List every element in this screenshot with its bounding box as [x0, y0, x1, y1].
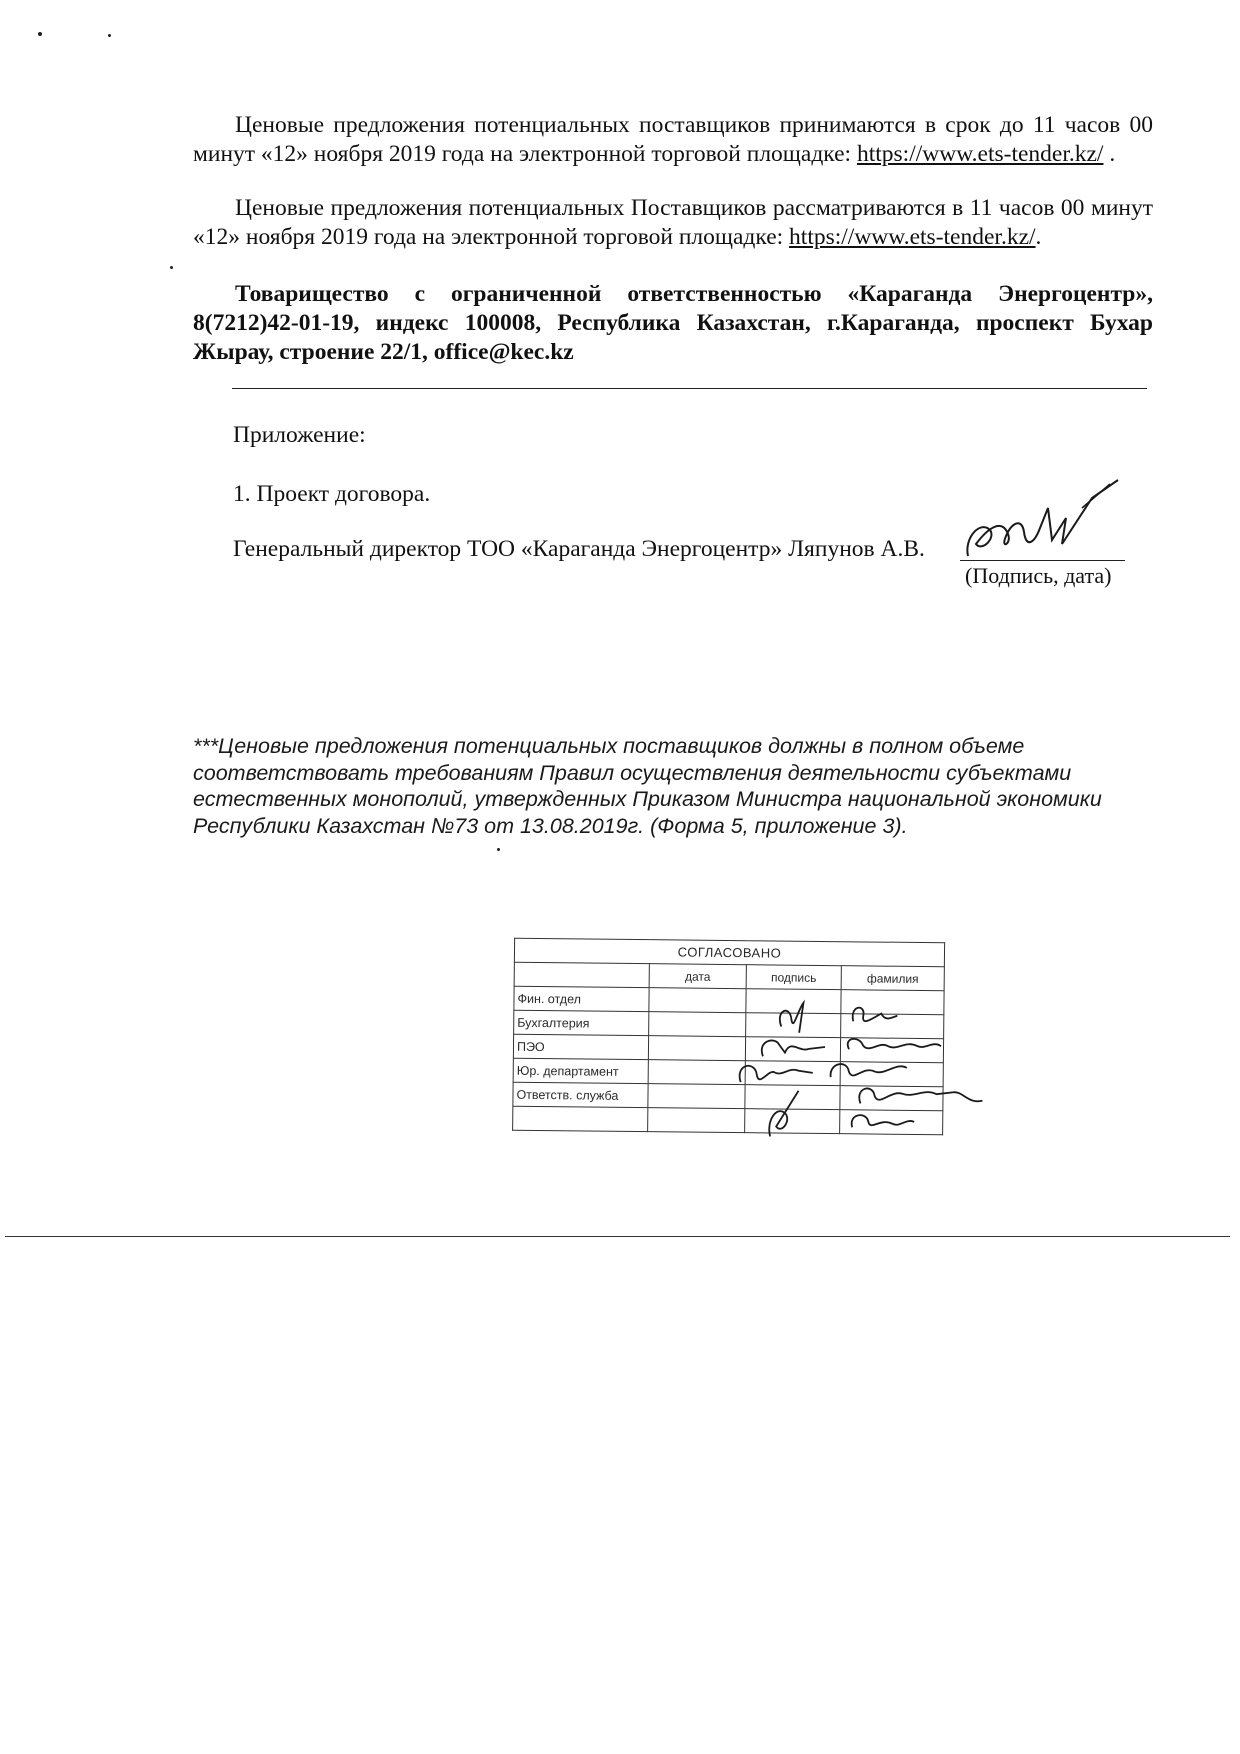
ets-tender-link[interactable]: https://www.ets-tender.kz/	[856, 141, 1104, 167]
signature-underline	[960, 560, 1125, 561]
scan-speck	[108, 34, 111, 37]
stamp-column-header: подпись	[746, 965, 841, 990]
appendix-item: 1. Проект договора.	[233, 481, 431, 507]
signature-caption: (Подпись, дата)	[965, 563, 1112, 588]
page-bottom-rule	[5, 1236, 1230, 1237]
approval-stamp	[512, 938, 944, 1157]
footnote-requirements: ***Ценовые предложения потенциальных поставщиков должны в полном объеме соответствовать требованиям Правил осуществления деятельности субъектами естественных монополий, утвержденных Приказом Министра национальной экономики Республики Казахстан №73 от 13.08.2019г. (Форма 5, приложение 3).	[193, 734, 1102, 838]
director-signature-line: Генеральный директор ТОО «Караганда Энергоцентр» Ляпунов А.В.	[233, 536, 925, 562]
stamp-row-label: Фин. отдел	[514, 986, 649, 1011]
stamp-row-label: Юр. департамент	[513, 1058, 648, 1083]
paragraph-review-time	[193, 194, 1153, 252]
signature-scribble	[962, 478, 1122, 568]
paragraph-text: .	[1035, 224, 1042, 250]
stamp-column-header: фамилия	[841, 966, 944, 991]
paragraph-text: .	[1103, 141, 1116, 167]
company-details: Товарищество с ограниченной ответственностью «Караганда Энергоцентр», 8(7212)42-01-19, индекс 100008, Республика Казахстан, г.Караганда, проспект Бухар Жырау, строение 22/1, office@kec.kz	[193, 281, 1153, 365]
stamp-row-label: ПЭО	[513, 1034, 648, 1059]
paragraph-text: Ценовые предложения потенциальных поставщиков принимаются в срок до 11 часов 00 минут «12» ноября 2019 года на электронной торговой площадке:	[193, 112, 1153, 167]
stamp-row-label: Бухгалтерия	[514, 1010, 649, 1035]
stamp-title: СОГЛАСОВАНО	[514, 938, 944, 967]
paragraph-text: Ценовые предложения потенциальных Поставщиков рассматриваются в 11 часов 00 минут «12» ноября 2019 года на электронной торговой площадке:	[193, 195, 1153, 250]
paragraph-submission-deadline	[193, 111, 1153, 169]
stamp-column-header: дата	[649, 964, 746, 989]
stamp-row-label: Ответств. служба	[513, 1082, 648, 1107]
separator-line	[232, 388, 1147, 389]
scan-speck	[38, 32, 42, 36]
ets-tender-link[interactable]: https://www.ets-tender.kz/	[789, 224, 1036, 250]
stamp-handwritten-signatures	[512, 938, 1034, 1173]
scan-speck	[170, 266, 173, 269]
scan-speck	[497, 848, 500, 851]
appendix-label: Приложение:	[233, 422, 366, 448]
